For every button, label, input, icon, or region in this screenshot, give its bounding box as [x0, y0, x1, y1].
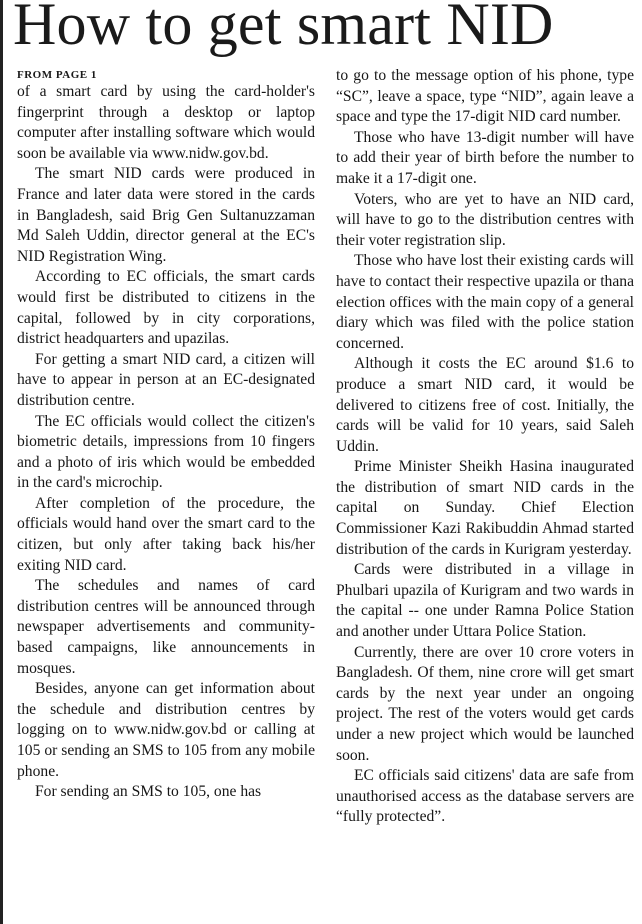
paragraph: Currently, there are over 10 crore voters in Bangladesh. Of them, nine crore will get smart cards by the next year under an ongoing project. The rest of the voters would get cards under a new project which would be launched soon. [336, 643, 634, 764]
paragraph: Besides, anyone can get information about the schedule and distribution centres by logging on to www.nidw.gov.bd or calling at 105 or sending an SMS to 105 from any mobile phone. [17, 680, 315, 780]
paragraph: EC officials said citizens' data are safe from unauthorised access as the database servers are “fully protected”. [336, 767, 634, 826]
paragraph: For sending an SMS to 105, one has [35, 783, 262, 801]
paragraph: Voters, who are yet to have an NID card, will have to go to the distribution centres with their voter registration slip. [336, 190, 634, 249]
right-column [336, 66, 634, 828]
paragraph: The EC officials would collect the citizen's biometric details, impressions from 10 fingers and a photo of iris which would be embedded in the card's microchip. [17, 412, 315, 492]
jump-label: FROM PAGE 1 [17, 69, 97, 81]
paragraph: Cards were distributed in a village in Phulbari upazila of Kurigram and two wards in the capital -- one under Ramna Police Station and another under Uttara Police Station. [336, 561, 634, 641]
paragraph: For getting a smart NID card, a citizen will have to appear in person at an EC-designated distribution centre. [17, 350, 315, 409]
paragraph: The smart NID cards were produced in France and later data were stored in the cards in Bangladesh, said Brig Gen Sultanuzzaman Md Saleh Uddin, director general at the EC's NID Registration Wing. [17, 165, 315, 265]
paragraph: Although it costs the EC around $1.6 to produce a smart NID card, it would be delivered to citizens free of cost. Initially, the cards will be valid for 10 years, said Saleh Uddin. [336, 355, 634, 455]
headline: How to get smart NID [13, 0, 554, 57]
paragraph: Those who have 13-digit number will have to add their year of birth before the number to make it a 17-digit one. [336, 128, 634, 187]
left-column [17, 66, 315, 803]
paragraph: After completion of the procedure, the officials would hand over the smart card to the citizen, but only after taking back his/her exiting NID card. [17, 494, 315, 574]
paragraph: According to EC officials, the smart cards would first be distributed to citizens in the capital, followed by in city corporations, district headquarters and upazilas. [17, 268, 315, 348]
paragraph: The schedules and names of card distribution centres will be announced through newspaper advertisements and community-based campaigns, like announcements in mosques. [17, 577, 315, 677]
paragraph: to go to the message option of his phone, type “SC”, leave a space, type “NID”, again leave a space and type the 17-digit NID card number. [336, 67, 634, 126]
paragraph: Prime Minister Sheikh Hasina inaugurated the distribution of smart NID cards in the capital on Sunday. Chief Election Commissioner Kazi Rakibuddin Ahmad started distribution of the cards in Kurigram yesterday. [336, 458, 634, 558]
paragraph: of a smart card by using the card-holder's fingerprint through a desktop or laptop computer after installing software which would soon be available via www.nidw.gov.bd. [17, 83, 315, 162]
paragraph: Those who have lost their existing cards will have to contact their respective upazila or thana election offices with the main copy of a general diary which was filed with the police station concerned. [336, 252, 634, 352]
